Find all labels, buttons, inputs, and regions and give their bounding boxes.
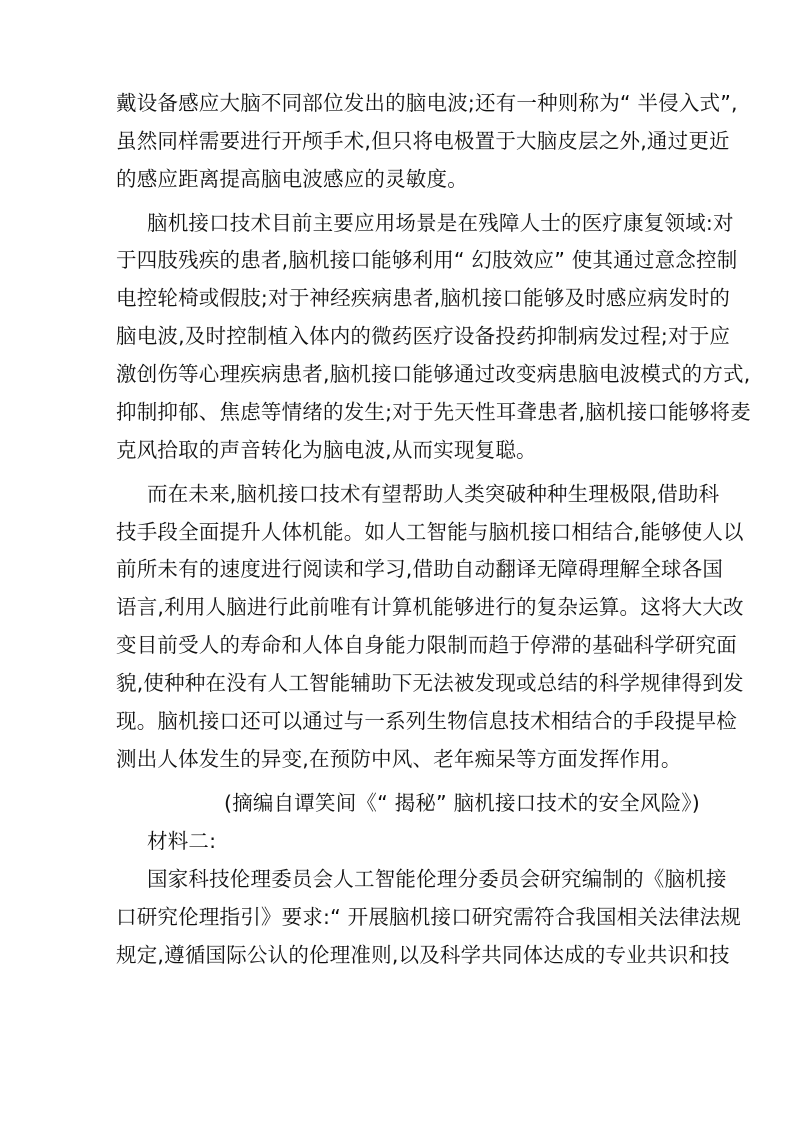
text-line: 貌,使种种在没有人工智能辅助下无法被发现或总结的科学规律得到发: [116, 671, 744, 695]
text-line: 前所未有的速度进行阅读和学习,借助自动翻译无障碍理解全球各国: [116, 557, 724, 581]
paragraph-start-line: 国家科技伦理委员会人工智能伦理分委员会研究编制的《脑机接: [147, 867, 727, 891]
text-line: 虽然同样需要进行开颅手术,但只将电极置于大脑皮层之外,通过更近: [116, 129, 730, 153]
text-line: 变目前受人的寿命和人体自身能力限制而趋于停滞的基础科学研究面: [116, 633, 737, 657]
text-line: 激创伤等心理疾病患者,脑机接口能够通过改变病患脑电波模式的方式,: [116, 362, 751, 386]
paragraph-start-line: 脑机接口技术目前主要应用场景是在残障人士的医疗康复领域:对: [147, 211, 734, 235]
text-line: 技手段全面提升人体机能。如人工智能与脑机接口相结合,能够使人以: [116, 520, 744, 544]
text-line: 规定,遵循国际公认的伦理准则,以及科学共同体达成的专业共识和技: [116, 943, 730, 967]
text-line: 戴设备感应大脑不同部位发出的脑电波;还有一种则称为“ 半侵入式”,: [116, 91, 738, 115]
text-line: 的感应距离提高脑电波感应的灵敏度。: [116, 167, 468, 191]
text-line: 克风拾取的声音转化为脑电波,从而实现复聪。: [116, 438, 537, 462]
text-line: 于四肢残疾的患者,脑机接口能够利用“ 幻肢效应” 使其通过意念控制: [116, 248, 738, 272]
source-citation: (摘编自谭笑间《“ 揭秘” 脑机接口技术的安全风险》): [224, 791, 700, 815]
text-line: 现。脑机接口还可以通过与一系列生物信息技术相结合的手段提早检: [116, 709, 737, 733]
text-line: 抑制抑郁、焦虑等情绪的发生;对于先天性耳聋患者,脑机接口能够将麦: [116, 400, 751, 424]
text-line: 电控轮椅或假肢;对于神经疾病患者,脑机接口能够及时感应病发时的: [116, 286, 731, 310]
section-heading: 材料二:: [147, 829, 217, 853]
text-line: 测出人体发生的异变,在预防中风、老年痴呆等方面发挥作用。: [116, 747, 682, 771]
paragraph-start-line: 而在未来,脑机接口技术有望帮助人类突破种种生理极限,借助科: [147, 482, 720, 506]
text-line: 口研究伦理指引》要求:“ 开展脑机接口研究需符合我国相关法律法规: [116, 905, 741, 929]
text-line: 语言,利用人脑进行此前唯有计算机能够进行的复杂运算。这将大大改: [116, 595, 744, 619]
text-line: 脑电波,及时控制植入体内的微药医疗设备投药抑制病发过程;对于应: [116, 324, 731, 348]
